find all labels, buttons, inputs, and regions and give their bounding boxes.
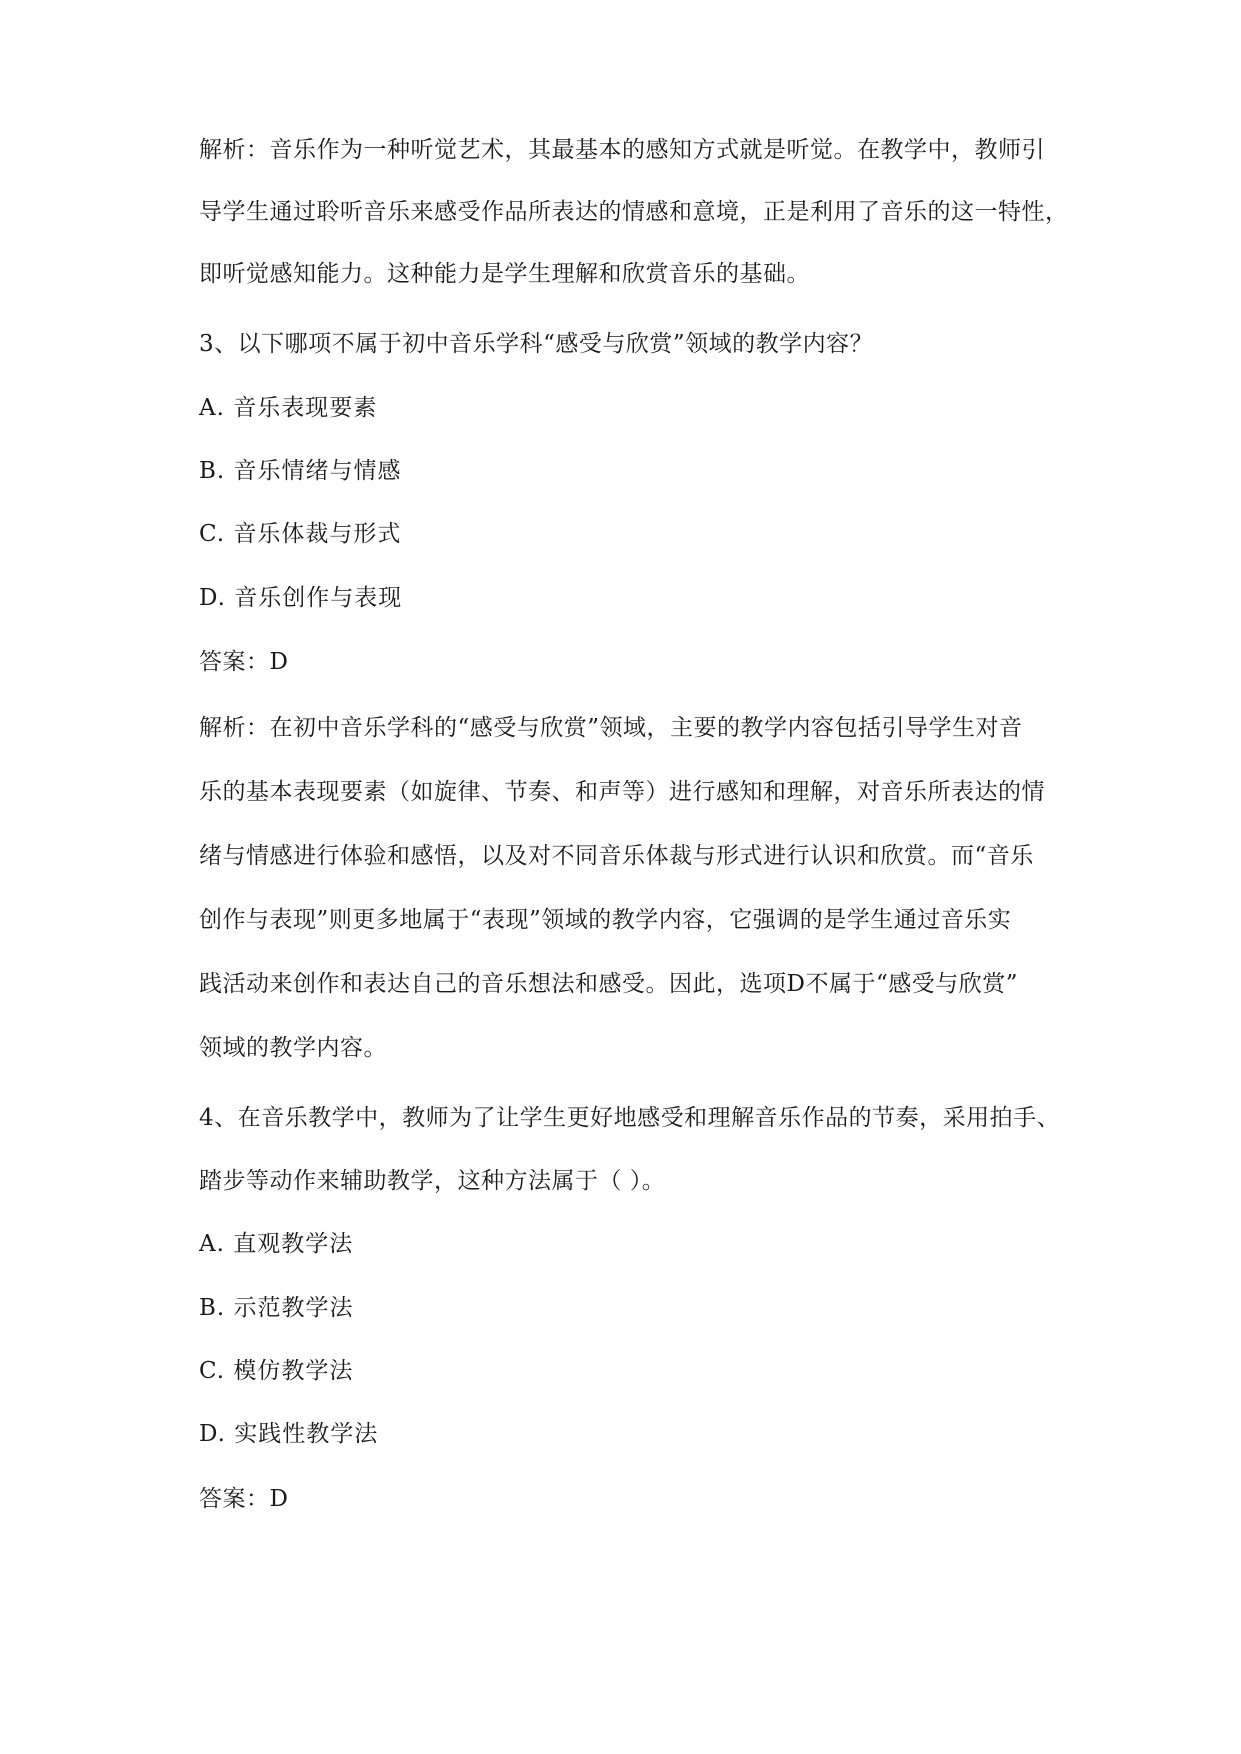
q4-question-line-1: 4、在音乐教学中，教师为了让学生更好地感受和理解音乐作品的节奏，采用拍手、: [199, 1105, 1061, 1131]
q3-answer: 答案：D: [199, 649, 289, 675]
q4-option-d: D. 实践性教学法: [199, 1421, 379, 1447]
q3-analysis-line-3: 绪与情感进行体验和感悟，以及对不同音乐体裁与形式进行认识和欣赏。而“音乐: [199, 843, 1034, 869]
q3-analysis-line-2: 乐的基本表现要素（如旋律、节奏、和声等）进行感知和理解，对音乐所表达的情: [199, 779, 1045, 805]
q3-analysis-line-6: 领域的教学内容。: [199, 1035, 387, 1061]
q3-analysis-line-5: 践活动来创作和表达自己的音乐想法和感受。因此，选项D不属于“感受与欣赏”: [199, 971, 1018, 997]
q4-answer: 答案：D: [199, 1486, 289, 1512]
q2-analysis-line-3: 即听觉感知能力。这种能力是学生理解和欣赏音乐的基础。: [199, 261, 810, 287]
q3-option-a: A. 音乐表现要素: [199, 395, 378, 421]
q2-analysis-line-2: 导学生通过聆听音乐来感受作品所表达的情感和意境，正是利用了音乐的这一特性，: [199, 199, 1069, 225]
q2-analysis-line-1: 解析：音乐作为一种听觉艺术，其最基本的感知方式就是听觉。在教学中，教师引: [199, 137, 1045, 163]
q3-option-c: C. 音乐体裁与形式: [199, 521, 402, 547]
q4-option-c: C. 模仿教学法: [199, 1358, 354, 1384]
q3-analysis-line-1: 解析：在初中音乐学科的“感受与欣赏”领域，主要的教学内容包括引导学生对音: [199, 715, 1023, 741]
q4-question-line-2: 踏步等动作来辅助教学，这种方法属于（ ）。: [199, 1168, 666, 1194]
q3-option-d: D. 音乐创作与表现: [199, 585, 403, 611]
q3-analysis-line-4: 创作与表现”则更多地属于“表现”领域的教学内容，它强调的是学生通过音乐实: [199, 907, 1012, 933]
q3-question: 3、以下哪项不属于初中音乐学科“感受与欣赏”领域的教学内容？: [199, 331, 874, 357]
q4-option-b: B. 示范教学法: [199, 1295, 354, 1321]
q3-option-b: B. 音乐情绪与情感: [199, 458, 402, 484]
q4-option-a: A. 直观教学法: [199, 1231, 354, 1257]
